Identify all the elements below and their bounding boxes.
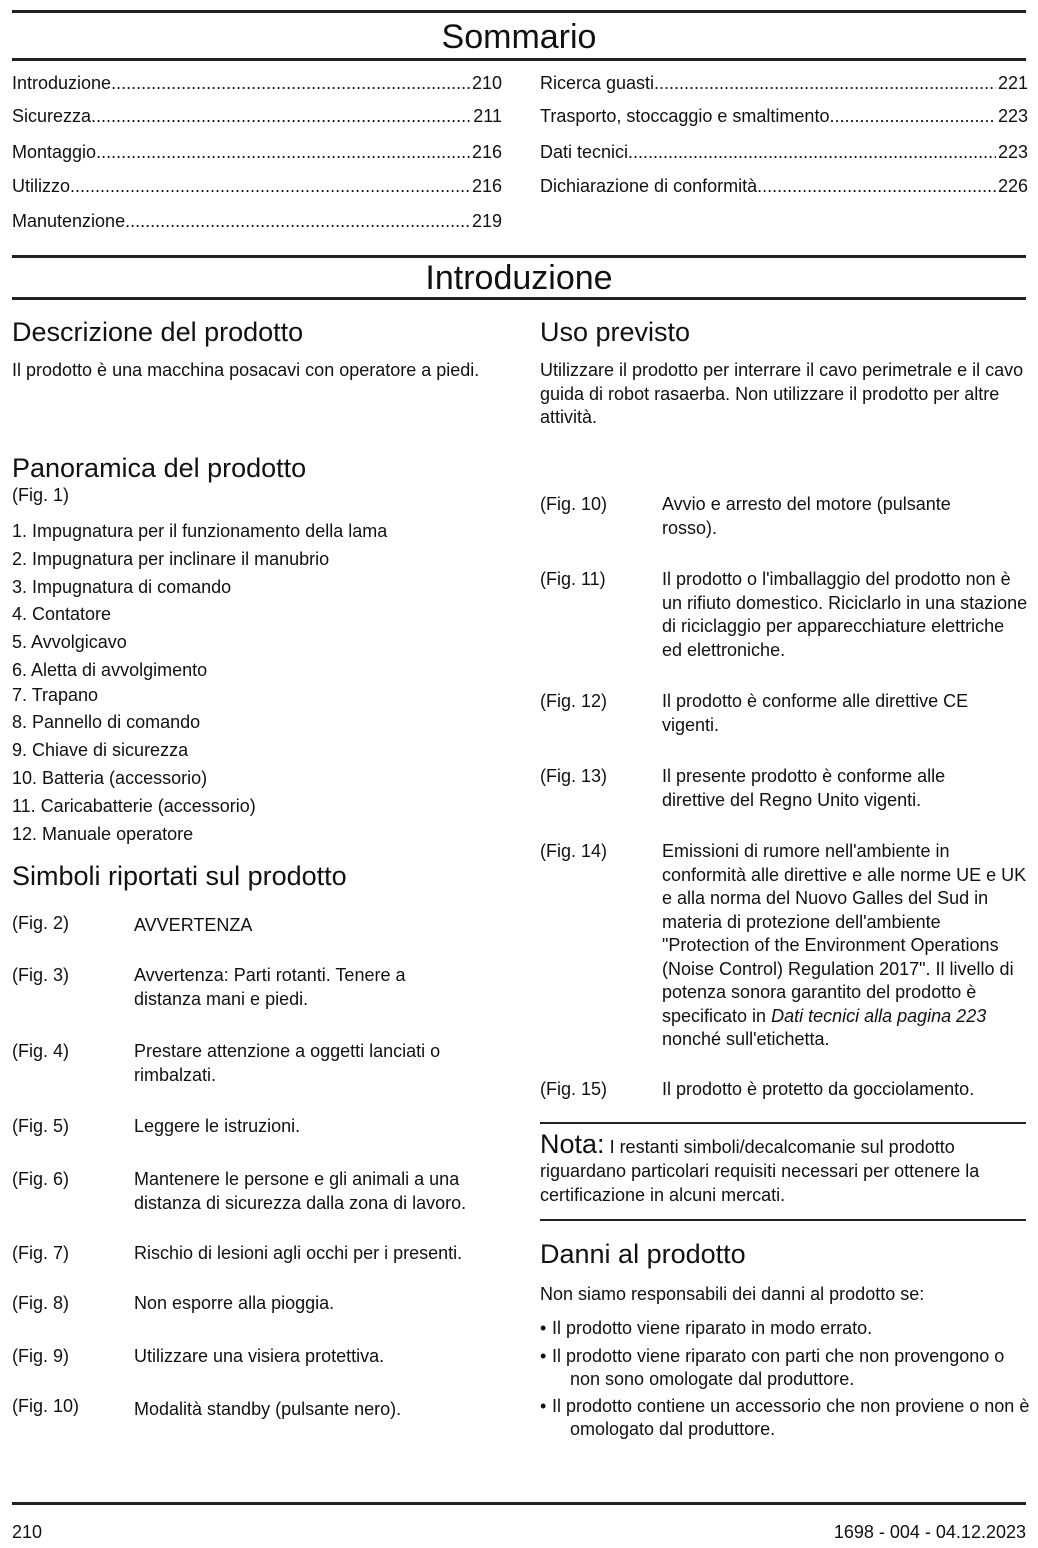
bullet-dot: • xyxy=(540,1396,547,1416)
symbol-fig-ref: (Fig. 6) xyxy=(12,1169,70,1189)
nota-box xyxy=(540,1129,1026,1207)
list-item: 10. Batteria (accessorio) xyxy=(12,768,208,788)
bullet-item xyxy=(540,1345,1030,1391)
symbol-fig-ref: (Fig. 14) xyxy=(540,841,608,861)
toc-leader xyxy=(757,175,996,197)
symbol-fig-ref: (Fig. 12) xyxy=(540,691,608,711)
list-item: 11. Caricabatterie (accessorio) xyxy=(12,796,256,816)
symbol-description: Il prodotto è protetto da gocciolamento. xyxy=(662,1079,975,1099)
toc-entry-label: Ricerca guasti xyxy=(540,73,655,93)
symbol-description: Avvertenza: Parti rotanti. Tenere a distanza mani e piedi. xyxy=(134,965,406,1009)
list-item: 5. Avvolgicavo xyxy=(12,632,127,652)
bullet-dot: • xyxy=(540,1318,547,1338)
bullet-dot: • xyxy=(540,1346,547,1366)
toc-entry[interactable] xyxy=(540,72,1028,94)
toc-entry[interactable] xyxy=(540,141,1028,163)
uso-text: Utilizzare il prodotto per interrare il cavo perimetrale e il cavo guida di robot rasaerba. Non utilizzare il prodotto per altre attività. xyxy=(540,360,1024,427)
symbol-description: Il presente prodotto è conforme alle direttive del Regno Unito vigenti. xyxy=(662,766,946,810)
toc-entry-page: 210 xyxy=(471,73,502,93)
toc-entry[interactable] xyxy=(12,141,502,163)
simboli-heading: Simboli riportati sul prodotto xyxy=(12,861,347,891)
descrizione-text: Il prodotto è una macchina posacavi con operatore a piedi. xyxy=(12,360,480,380)
symbol-description-text: Emissioni di rumore nell'ambiente in conformità alle direttive e alle norme UE e UK e alla norma del Nuovo Galles del Sud in materia di protezione dell'ambiente "Protection of the Environment Operations (Noise Control) Regulation 2017". Il livello di potenza sonora garantito del prodotto è specificato in xyxy=(662,841,1027,1026)
toc-entry-label: Sicurezza xyxy=(12,106,92,126)
list-item: 9. Chiave di sicurezza xyxy=(12,740,189,760)
toc-leader xyxy=(91,105,471,127)
symbol-description: Il prodotto è conforme alle direttive CE vigenti. xyxy=(662,691,969,735)
symbol-description: Rischio di lesioni agli occhi per i presenti. xyxy=(134,1243,463,1263)
toc-leader xyxy=(829,105,995,127)
symbol-description: Mantenere le persone e gli animali a una distanza di sicurezza dalla zona di lavoro. xyxy=(134,1169,467,1213)
nota-text: I restanti simboli/decalcomanie sul prodotto riguardano particolari requisiti necessari per ottenere la certificazione in alcuni mercati. xyxy=(540,1137,980,1205)
toc-entry[interactable] xyxy=(12,210,502,232)
bullet-text: Il prodotto viene riparato con parti che non provengono o non sono omologate dal produttore. xyxy=(552,1346,1005,1389)
descrizione-heading: Descrizione del prodotto xyxy=(12,317,304,347)
nota-label: Nota: xyxy=(540,1129,605,1159)
toc-entry[interactable] xyxy=(12,175,502,197)
toc-entry-page: 219 xyxy=(471,211,502,231)
nota-rule-bottom xyxy=(540,1219,1026,1221)
dati-tecnici-link[interactable]: Dati tecnici alla pagina 223 xyxy=(771,1005,987,1026)
toc-entry[interactable] xyxy=(12,72,502,94)
danni-heading: Danni al prodotto xyxy=(540,1239,746,1269)
toc-entry-page: 223 xyxy=(997,106,1028,126)
toc-title: Sommario xyxy=(441,18,597,56)
symbol-fig-ref: (Fig. 11) xyxy=(540,569,606,589)
list-item: 7. Trapano xyxy=(12,685,99,705)
symbol-fig-ref: (Fig. 4) xyxy=(12,1041,70,1061)
panoramica-heading: Panoramica del prodotto xyxy=(12,453,307,483)
footer-page-number: 210 xyxy=(12,1522,43,1542)
list-item: 3. Impugnatura di comando xyxy=(12,577,232,597)
symbol-description: AVVERTENZA xyxy=(134,915,253,935)
symbol-fig-ref: (Fig. 13) xyxy=(540,766,608,786)
list-item: 4. Contatore xyxy=(12,604,112,624)
symbol-fig-ref: (Fig. 7) xyxy=(12,1243,70,1263)
section-rule-bottom xyxy=(12,297,1026,300)
bullet-item xyxy=(540,1395,1030,1441)
symbol-description: Non esporre alla pioggia. xyxy=(134,1293,335,1313)
toc-leader xyxy=(70,175,470,197)
symbol-fig-ref: (Fig. 5) xyxy=(12,1116,70,1136)
toc-leader xyxy=(96,141,470,163)
symbol-fig-ref: (Fig. 3) xyxy=(12,965,70,985)
list-item: 1. Impugnatura per il funzionamento della lama xyxy=(12,521,388,541)
uso-heading: Uso previsto xyxy=(540,317,691,347)
symbol-description: Avvio e arresto del motore (pulsante rosso). xyxy=(662,494,951,538)
symbol-fig-ref: (Fig. 2) xyxy=(12,913,70,933)
symbol-description: Il prodotto o l'imballaggio del prodotto non è un rifiuto domestico. Riciclarlo in una stazione di riciclaggio per apparecchiature elettriche ed elettroniche. xyxy=(662,569,1028,660)
footer-rule xyxy=(12,1502,1026,1505)
toc-entry-page: 216 xyxy=(471,176,502,196)
toc-leader xyxy=(111,72,470,94)
symbol-description: Utilizzare una visiera protettiva. xyxy=(134,1346,385,1366)
toc-leader xyxy=(654,72,996,94)
bullet-item xyxy=(540,1317,1030,1340)
symbol-fig-ref: (Fig. 10) xyxy=(12,1396,80,1416)
section-title: Introduzione xyxy=(425,259,613,297)
list-item: 6. Aletta di avvolgimento xyxy=(12,660,208,680)
list-item: 2. Impugnatura per inclinare il manubrio xyxy=(12,549,330,569)
toc-entry-label: Trasporto, stoccaggio e smaltimento xyxy=(540,106,830,126)
toc-entry-page: 223 xyxy=(997,142,1028,162)
toc-entry[interactable] xyxy=(12,105,502,127)
toc-entry-label: Utilizzo xyxy=(12,176,71,196)
symbol-description-text: nonché sull'etichetta. xyxy=(662,1029,830,1049)
symbol-fig-ref: (Fig. 8) xyxy=(12,1293,70,1313)
bullet-text: Il prodotto viene riparato in modo errato. xyxy=(552,1318,873,1338)
toc-leader xyxy=(125,210,470,232)
toc-entry-label: Montaggio xyxy=(12,142,97,162)
top-rule xyxy=(12,10,1026,13)
symbol-description: Modalità standby (pulsante nero). xyxy=(134,1399,402,1419)
symbol-fig-ref: (Fig. 9) xyxy=(12,1346,70,1366)
toc-entry-label: Dichiarazione di conformità xyxy=(540,176,758,196)
symbol-description: Leggere le istruzioni. xyxy=(134,1116,301,1136)
toc-entry-label: Dati tecnici xyxy=(540,142,629,162)
toc-title-rule xyxy=(12,58,1026,61)
symbol-fig-ref: (Fig. 10) xyxy=(540,494,608,514)
list-item: 8. Pannello di comando xyxy=(12,712,201,732)
toc-entry-label: Manutenzione xyxy=(12,211,126,231)
nota-rule-top xyxy=(540,1122,1026,1124)
symbol-description: Prestare attenzione a oggetti lanciati o rimbalzati. xyxy=(134,1041,441,1085)
section-rule-top xyxy=(12,255,1026,258)
panoramica-fig: (Fig. 1) xyxy=(12,485,70,505)
toc-entry-page: 226 xyxy=(997,176,1028,196)
footer-doc-code: 1698 - 004 - 04.12.2023 xyxy=(833,1522,1026,1542)
danni-intro: Non siamo responsabili dei danni al prodotto se: xyxy=(540,1284,925,1304)
toc-entry[interactable] xyxy=(540,175,1028,197)
toc-entry[interactable] xyxy=(540,105,1028,127)
toc-entry-page: 216 xyxy=(471,142,502,162)
bullet-text: Il prodotto contiene un accessorio che non proviene o non è omologato dal produttore. xyxy=(552,1396,1030,1439)
toc-entry-page: 211 xyxy=(473,106,502,126)
symbol-fig-ref: (Fig. 15) xyxy=(540,1079,608,1099)
symbol-description xyxy=(662,840,1028,1052)
list-item: 12. Manuale operatore xyxy=(12,824,194,844)
toc-entry-page: 221 xyxy=(997,73,1028,93)
toc-leader xyxy=(628,141,996,163)
toc-entry-label: Introduzione xyxy=(12,73,112,93)
